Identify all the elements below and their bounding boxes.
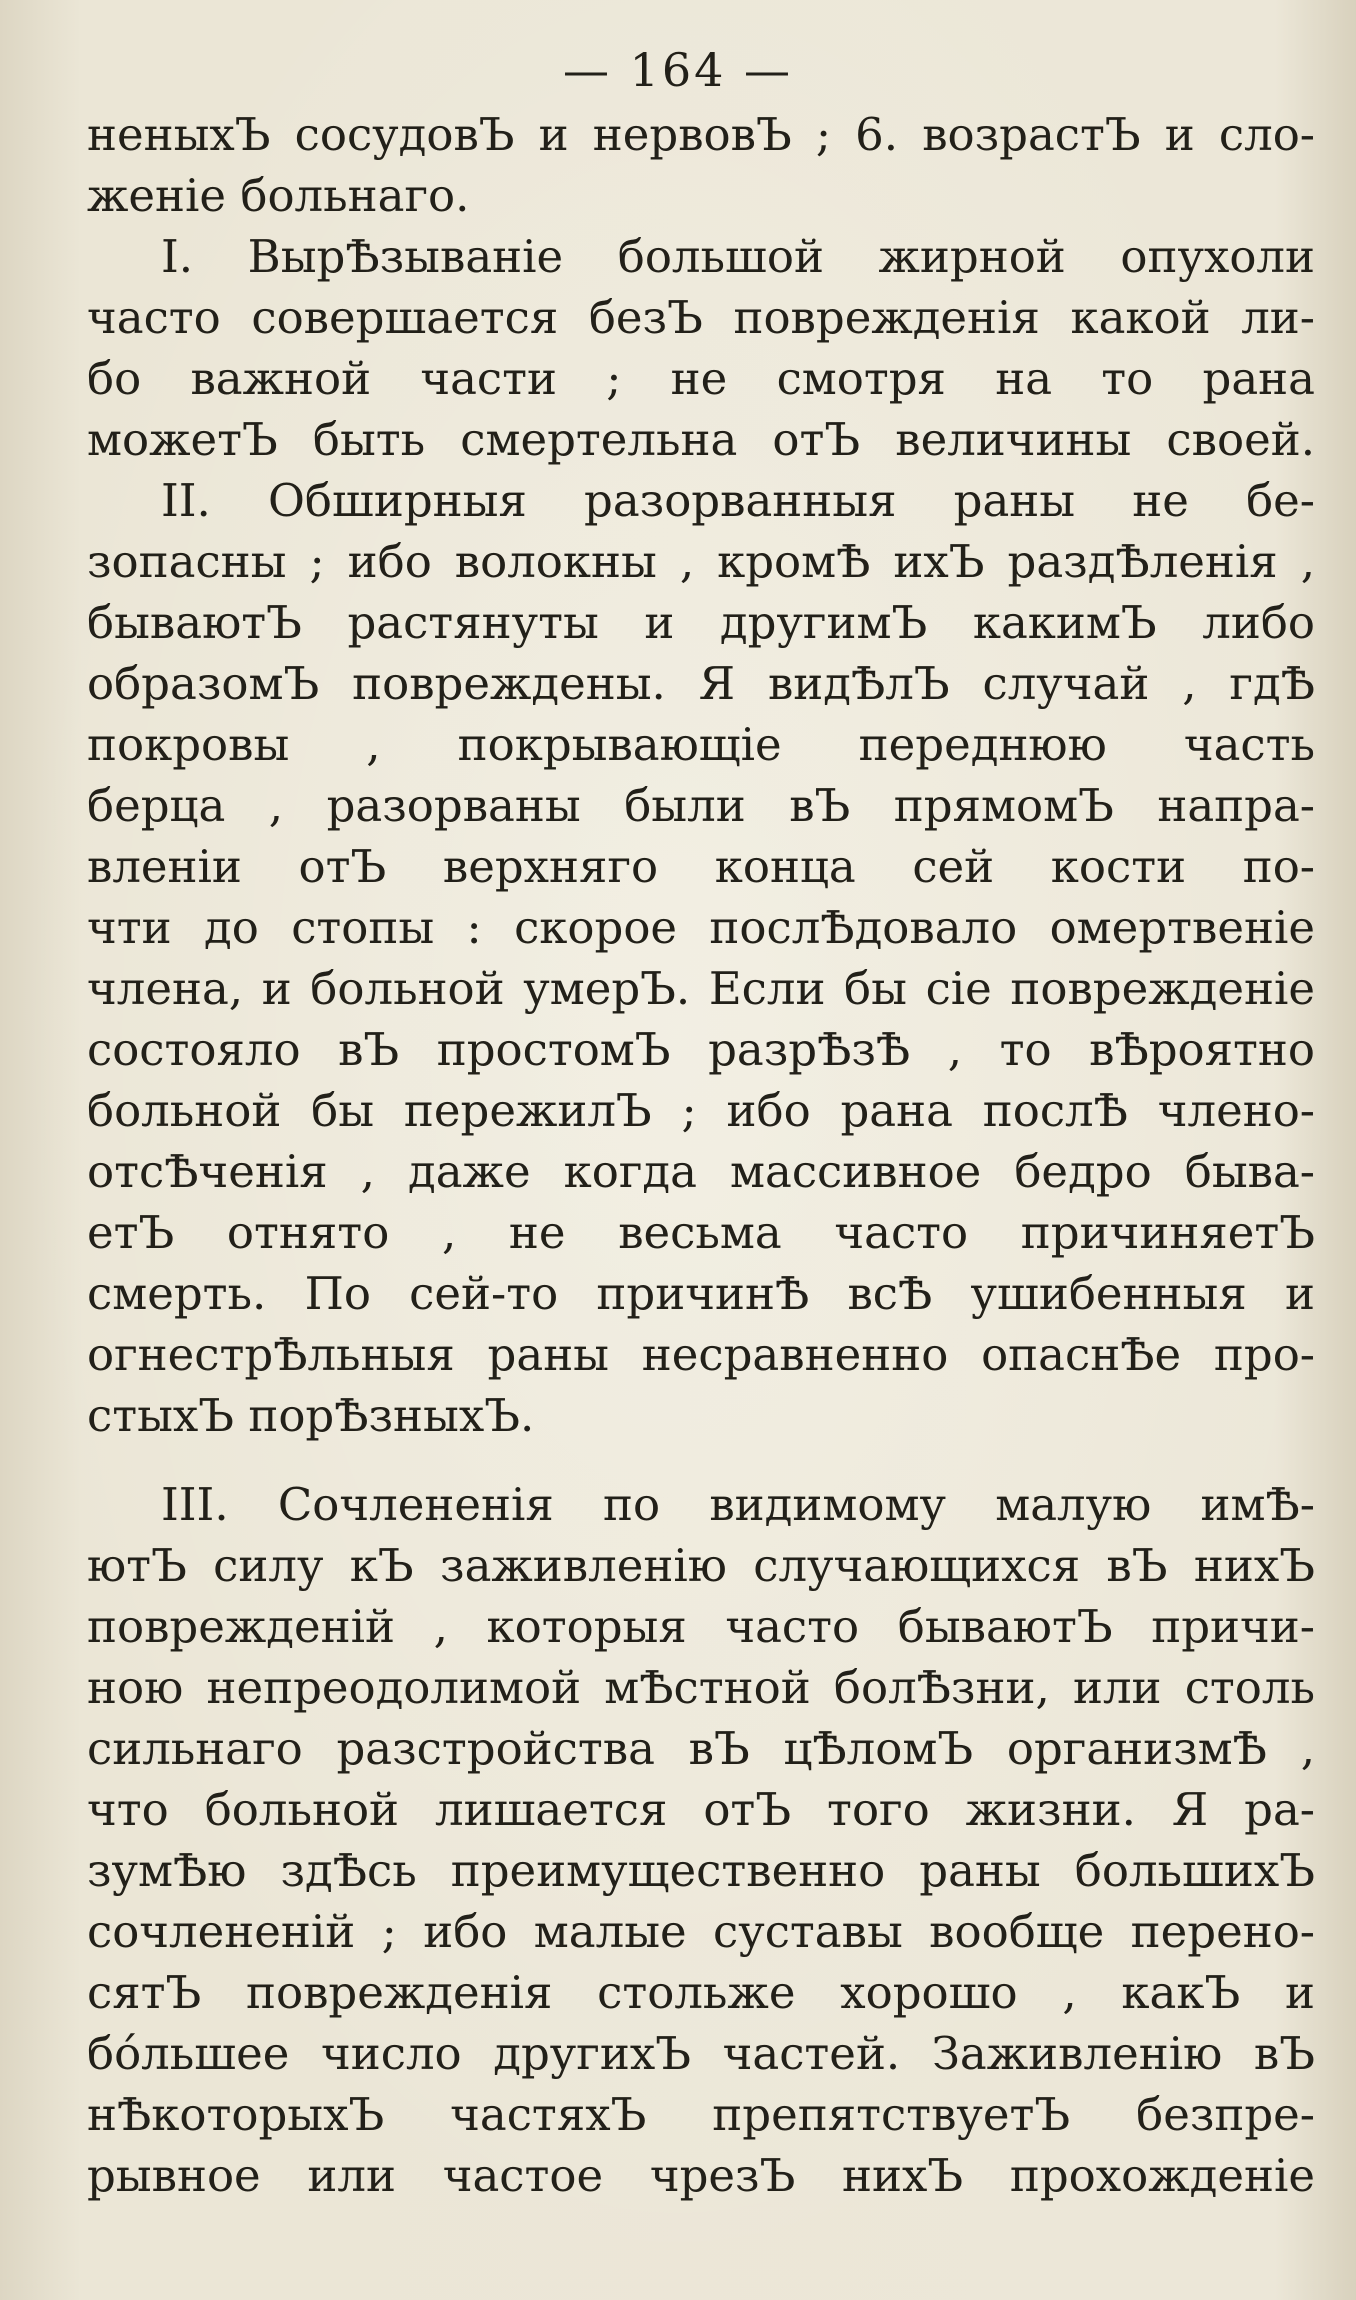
text-line: поврежденій , которыя часто бываютЪ причи- [87,1600,1315,1653]
text-line: ютЪ силу кЪ заживленію случающихся вЪ нихЪ [87,1539,1315,1592]
text-line: что больной лишается отЪ того жизни. Я ра- [87,1783,1315,1836]
text-line: нѢкоторыхЪ частяхЪ препятствуетЪ безпре- [87,2088,1315,2141]
text-line: вленіи отЪ верхняго конца сей кости по- [87,840,1315,893]
text-line: смерть. По сей-то причинѢ всѢ ушибенныя и [87,1267,1315,1320]
body-text [87,104,1315,2206]
text-line: члена, и больной умерЪ. Если бы сіе поврежденіе [87,962,1315,1015]
page-number: — 164 — [562,43,794,97]
text-line: больной бы пережилЪ ; ибо рана послѢ члено- [87,1084,1315,1137]
text-line: чти до стопы : скорое послѢдовало омертвеніе [87,901,1315,954]
text-line: образомЪ повреждены. Я видѢлЪ случай , гдѢ [87,657,1315,710]
text-line: бо́льшее число другихЪ частей. Заживленію вЪ [87,2027,1315,2080]
text-line: ною непреодолимой мѢстной болѢзни, или столь [87,1661,1315,1714]
text-line: неныхЪ сосудовЪ и нервовЪ ; 6. возрастЪ и сло- [87,108,1315,161]
text-line: состояло вЪ простомЪ разрѢзѢ , то вѢроятно [87,1023,1315,1076]
text-line: бываютЪ растянуты и другимЪ какимЪ либо [87,596,1315,649]
text-line: отсѢченія , даже когда массивное бедро быва- [87,1145,1315,1198]
text-line: покровы , покрывающіе переднюю часть [87,718,1315,771]
text-line: зумѢю здѢсь преимущественно раны большихЪ [87,1844,1315,1897]
text-line: сятЪ поврежденія стольже хорошо , какЪ и [87,1966,1315,2019]
text-line: зопасны ; ибо волокны , кромѢ ихЪ раздѢленія , [87,535,1315,588]
text-line: сильнаго разстройства вЪ цѢломЪ организмѢ , [87,1722,1315,1775]
text-line: рывное или частое чрезЪ нихЪ прохожденіе [87,2149,1315,2202]
paragraph-start-line: III. Сочлененія по видимому малую имѢ- [161,1478,1315,1531]
text-line: огнестрѢльныя раны несравненно опаснѢе про- [87,1328,1315,1381]
paragraph-gap [87,1446,1315,1474]
text-line: стыхЪ порѢзныхЪ. [87,1389,535,1442]
text-line: можетЪ быть смертельна отЪ величины своей. [87,413,1315,466]
text-line: берца , разорваны были вЪ прямомЪ напра- [87,779,1315,832]
text-line: часто совершается безЪ поврежденія какой ли- [87,291,1315,344]
text-line: женіе больнаго. [87,169,470,222]
paragraph-start-line: I. ВырѢзываніе большой жирной опухоли [161,230,1315,283]
text-line: етЪ отнято , не весьма часто причиняетЪ [87,1206,1315,1259]
paragraph-start-line: II. Обширныя разорванныя раны не бе- [161,474,1315,527]
text-line: сочлененій ; ибо малые суставы вообще перено- [87,1905,1315,1958]
text-line: бо важной части ; не смотря на то рана [87,352,1315,405]
